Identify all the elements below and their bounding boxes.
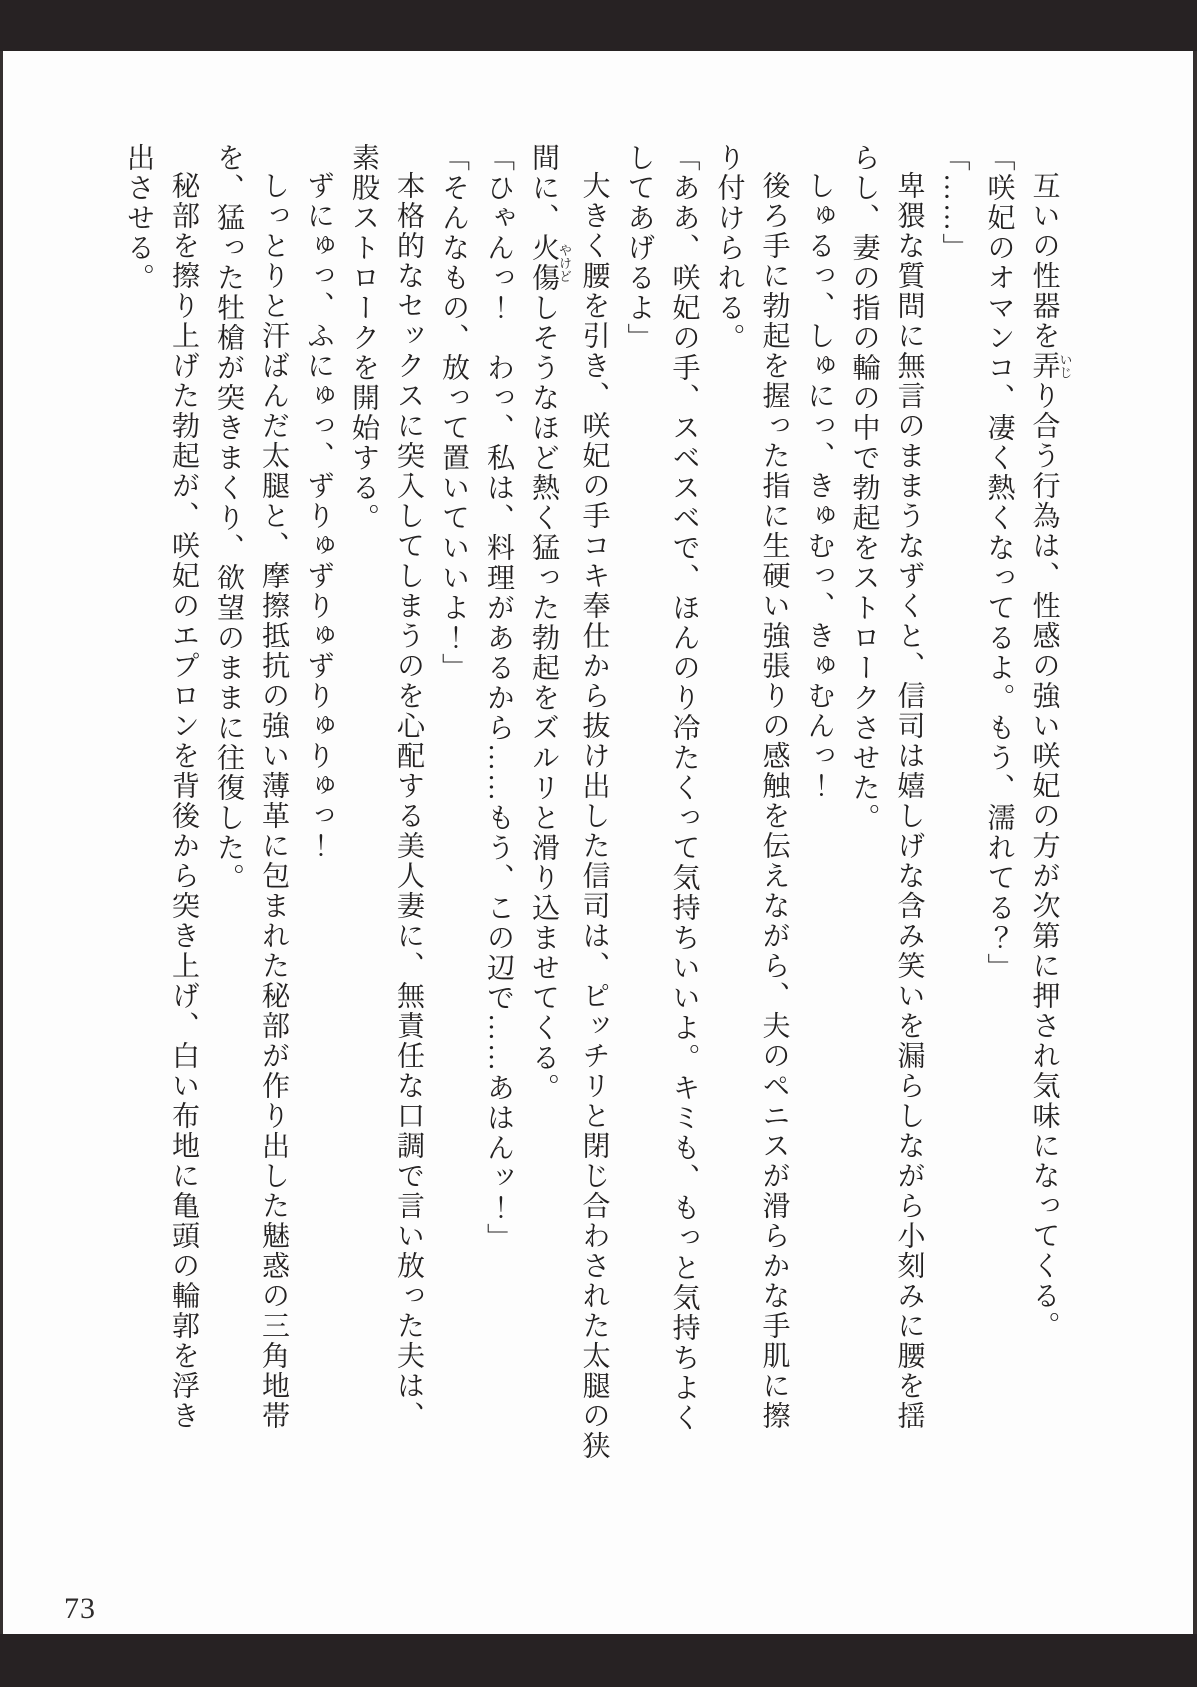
text-line: 「……」 bbox=[938, 143, 970, 263]
top-letterbox-bar bbox=[0, 0, 1197, 51]
bottom-letterbox-bar bbox=[0, 1634, 1197, 1687]
text-line: 素股ストロークを開始する。 bbox=[348, 143, 379, 533]
text-line: 本格的なセックスに突入してしまうのを心配する美人妻に、無責任な口調で言い放った夫は、 bbox=[393, 171, 424, 1431]
text-line: 「咲妃のオマンコ、凄く熱くなってるよ。もう、濡れてる？」 bbox=[983, 143, 1015, 983]
text-line: 「そんなもの、放って置いていいよ！」 bbox=[438, 143, 469, 683]
text-line: 大きく腰を引き、咲妃の手コキ奉仕から抜け出した信司は、ピッチリと閉じ合わされた太腿の狭 bbox=[578, 171, 610, 1461]
text-line: を、猛った牡槍が突きまくり、欲望のままに往復した。 bbox=[213, 143, 244, 893]
text-line: 間に、火傷やけどしそうなほど熱く猛った勃起をズルリと滑り込ませてくる。 bbox=[528, 143, 572, 1103]
text-line: 互いの性器を弄いじり合う行為は、性感の強い咲妃の方が次第に押され気味になってくる。 bbox=[1028, 171, 1073, 1341]
right-page-edge bbox=[1193, 51, 1197, 1634]
text-line: 「ああ、咲妃の手、スベスベで、ほんのり冷たくって気持ちいいよ。キミも、もっと気持ちよく bbox=[668, 143, 700, 1433]
text-line: 出させる。 bbox=[123, 143, 154, 293]
text-line: ずにゅっ、ふにゅっ、ずりゅずりゅずりゅりゅっ！ bbox=[303, 171, 334, 861]
text-line: 「ひゃんっ！ わっ、私は、料理があるから……もう、この辺で……あはんッ！」 bbox=[483, 143, 514, 1253]
text-line: り付けられる。 bbox=[713, 143, 745, 353]
text-line: らし、妻の指の輪の中で勃起をストロークさせた。 bbox=[848, 143, 880, 833]
furigana-annotated-word: 火傷やけど bbox=[528, 233, 572, 293]
text-line: しゅるっ、しゅにっ、きゅむっ、きゅむんっ！ bbox=[803, 171, 835, 801]
furigana-annotated-word: 弄いじ bbox=[1028, 351, 1073, 381]
text-line: しっとりと汗ばんだ太腿と、摩擦抵抗の強い薄革に包まれた秘部が作り出した魅惑の三角地帯 bbox=[258, 171, 289, 1431]
text-line: 後ろ手に勃起を握った指に生硬い強張りの感触を伝えながら、夫のペニスが滑らかな手肌に擦 bbox=[758, 171, 790, 1431]
left-page-edge bbox=[0, 51, 3, 1634]
vertical-text-block bbox=[116, 143, 1072, 1463]
text-line: 秘部を擦り上げた勃起が、咲妃のエプロンを背後から突き上げ、白い布地に亀頭の輪郭を浮き bbox=[168, 171, 199, 1431]
page-number: 73 bbox=[64, 1592, 96, 1625]
text-line: してあげるよ」 bbox=[623, 143, 655, 353]
text-line: 卑猥な質問に無言のままうなずくと、信司は嬉しげな含み笑いを漏らしながら小刻みに腰を揺 bbox=[893, 171, 925, 1431]
